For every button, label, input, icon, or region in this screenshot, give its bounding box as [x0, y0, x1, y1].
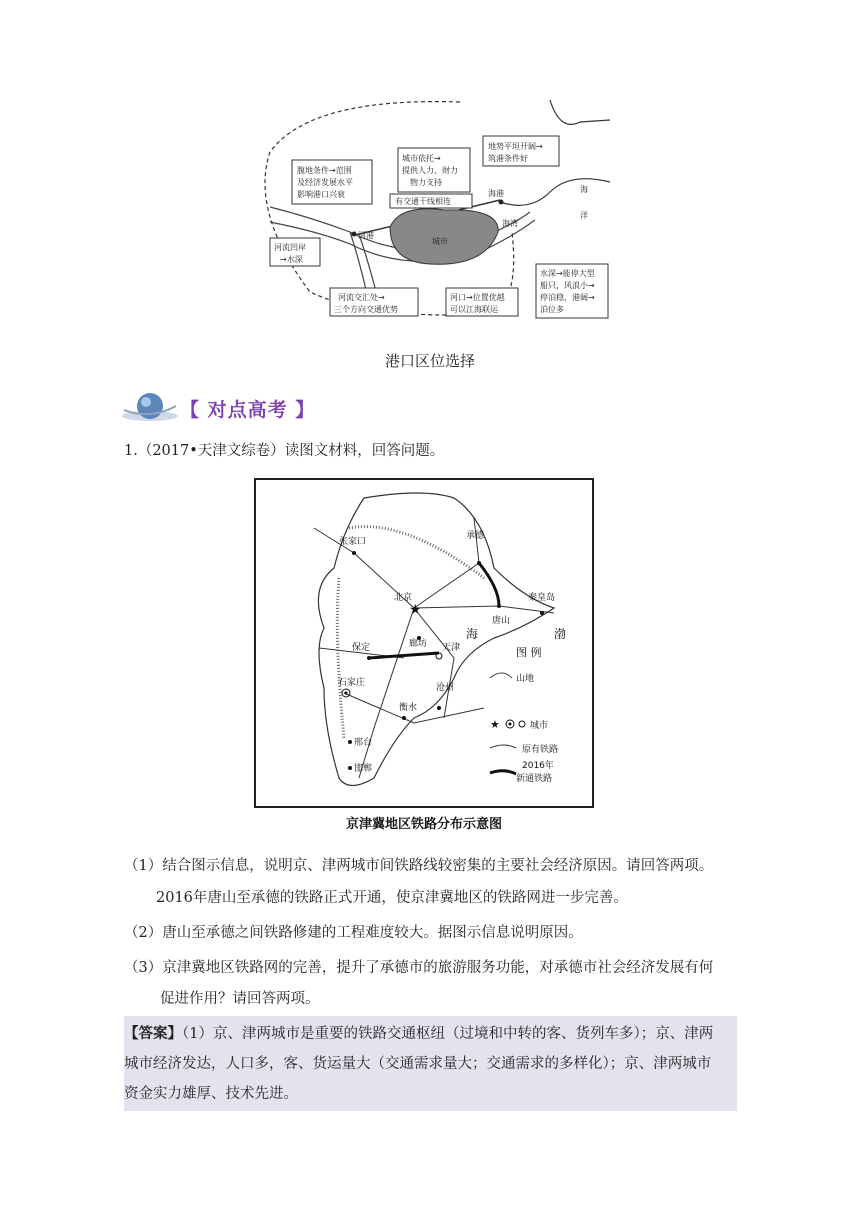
terrain-text-2: 筑港条件好 [488, 154, 528, 163]
city-support-text-3: 物力支持 [410, 178, 442, 187]
bay-label: 海湾 [502, 219, 518, 228]
city-zhangjiakou: 张家口 [339, 537, 367, 547]
answer-line2: 城市经济发达，人口多，客、货运量大（交通需求量大；交通需求的多样化）；京、津两城市 [124, 1056, 712, 1072]
beijing-marker [409, 602, 422, 618]
legend-city-star: ★ [490, 718, 500, 731]
answer-label: 【答案】 [124, 1025, 182, 1042]
city-cangzhou: 沧州 [436, 683, 455, 693]
city-label: 城市 [432, 237, 448, 246]
legend-existing-railway: 原有铁路 [522, 745, 559, 755]
city-chengde: 承德 [466, 531, 485, 541]
port-location-diagram [250, 92, 610, 322]
question-context: 2016年唐山至承德的铁路正式开通，使京津冀地区的铁路网进一步完善。 [156, 890, 628, 906]
city-shijiazhuang: 石家庄 [338, 678, 366, 688]
figure2-caption: 京津冀地区铁路分布示意图 [345, 817, 503, 832]
question-2: （2）唐山至承德之间铁路修建的工程难度较大。据图示信息说明原因。 [124, 925, 583, 941]
river-port-label: 河港 [358, 231, 374, 240]
question-1: （1）结合图示信息，说明京、津两城市间铁路线较密集的主要社会经济原因。请回答两项。 [124, 858, 714, 874]
riverbank-text-1: 河流凹岸 [274, 243, 306, 252]
svg-text:★: ★ [409, 602, 422, 618]
hinterland-text-1: 腹地条件→范围 [297, 166, 352, 175]
confluence-text-1: 河流交汇处→ [338, 293, 385, 302]
sea-label-1: 海 [580, 185, 588, 194]
city-support-text-1: 城市依托→ [402, 154, 441, 163]
deep-water-text-2: 船只，风浪小→ [540, 281, 595, 290]
legend-title: 图 例 [516, 646, 542, 659]
city-beijing: 北京 [394, 593, 413, 603]
figure1-caption: 港口区位选择 [384, 352, 475, 370]
sea-label-bo: 渤 [554, 627, 567, 641]
city-langfang: 廊坊 [409, 639, 428, 649]
deep-water-text-1: 水深→能停大型 [540, 269, 595, 278]
city-qinhuangdao: 秦皇岛 [528, 593, 556, 603]
sea-label-hai: 海 [466, 627, 479, 641]
terrain-text-1: 地势平坦开阔→ [488, 142, 543, 151]
hinterland-text-2: 及经济发展水平 [297, 178, 353, 187]
answer-line3: 资金实力雄厚、技术先进。 [124, 1086, 298, 1102]
sea-label-2: 洋 [580, 211, 588, 220]
question-intro: 1.（2017•天津文综卷）读图文材料，回答问题。 [124, 443, 445, 459]
question-3-line2: 促进作用？请回答两项。 [160, 991, 320, 1007]
city-tianjin: 天津 [442, 643, 461, 653]
deep-water-text-4: 泊位多 [540, 305, 564, 314]
seaport-label: 海港 [488, 189, 504, 198]
deep-water-text-3: 停泊稳，港阔→ [540, 293, 595, 302]
globe-icon [120, 390, 180, 424]
city-baoding: 保定 [352, 643, 371, 653]
estuary-text-2: 可以江海联运 [450, 305, 498, 314]
traffic-text: 有交通干线相连 [395, 197, 451, 206]
riverbank-text-2: →水深 [280, 255, 303, 264]
railway-map [254, 478, 594, 834]
question-3-line1: （3）京津冀地区铁路网的完善，提升了承德市的旅游服务功能，对承德市社会经济发展有何 [124, 960, 714, 976]
legend-mountain: 山地 [516, 674, 535, 684]
legend-new-year: 2016年 [522, 761, 554, 771]
answer-line1: （1）京、津两城市是重要的铁路交通枢纽（过境和中转的客、货列车多）；京、津两 [182, 1026, 714, 1042]
answer-box [124, 1016, 737, 1111]
estuary-text-1: 河口→位置优越 [450, 293, 505, 302]
confluence-text-2: 三个方向交通优势 [334, 305, 398, 314]
city-xingtai: 邢台 [354, 738, 373, 748]
city-tangshan: 唐山 [492, 616, 511, 626]
section-title: 【 对点高考 】 [180, 399, 316, 421]
legend-new-railway: 新通铁路 [516, 774, 553, 784]
city-hengshui: 衡水 [399, 703, 418, 713]
legend-city: 城市 [530, 721, 549, 731]
hinterland-text-3: 影响港口兴衰 [297, 190, 345, 199]
city-support-text-2: 提供人力、财力 [402, 166, 458, 175]
city-handan: 邯郸 [354, 764, 373, 774]
